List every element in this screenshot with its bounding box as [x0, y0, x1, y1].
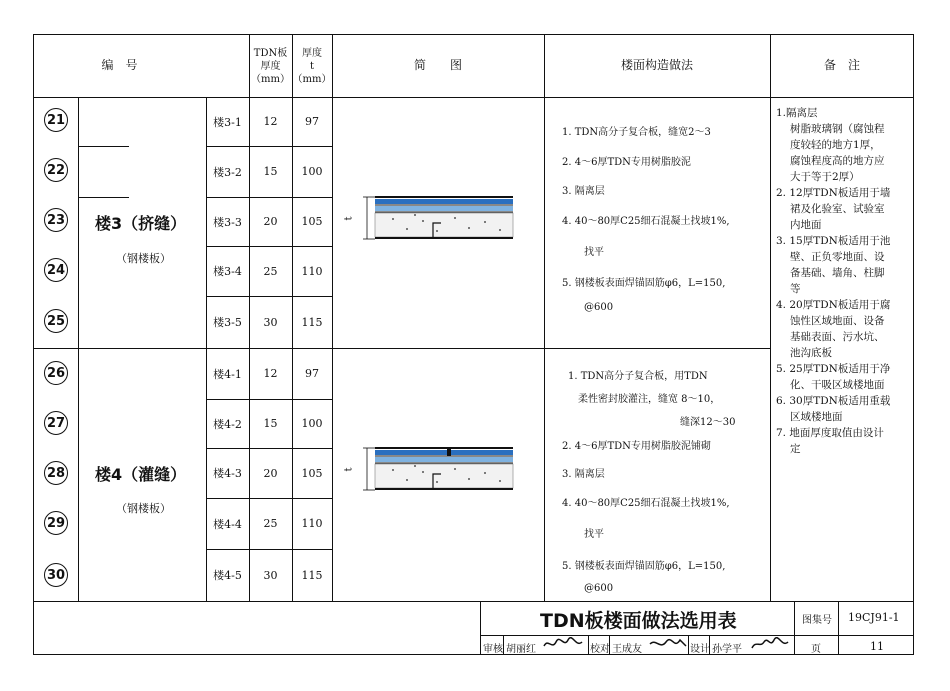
row-code: 楼4-5: [213, 569, 242, 582]
header-method: 楼面构造做法: [620, 58, 693, 72]
group-subtitle: （钢楼板）: [116, 252, 171, 265]
remark-line: 蚀性区域地面、设备: [790, 315, 885, 327]
row-code: 楼3-3: [213, 215, 242, 229]
row-number-badge: 25: [44, 309, 68, 333]
method-line: @600: [584, 302, 614, 313]
remark-line: 内地面: [790, 219, 822, 231]
thickness-label: t: [343, 216, 355, 221]
remark-line: 度较轻的地方1厚，: [790, 139, 881, 151]
row-code: 楼3-4: [213, 265, 242, 278]
row-number-badge: 26: [44, 361, 68, 385]
row-tdn-thickness: 30: [263, 568, 278, 582]
row-tdn-thickness: 30: [263, 315, 278, 329]
remark-line: 2. 12厚TDN板适用于墙: [776, 187, 891, 199]
row-code: 楼3-5: [213, 316, 242, 329]
row-code: 楼4-3: [213, 467, 242, 480]
method-line: 找平: [584, 247, 604, 258]
method-line: 2. 4～6厚TDN专用树脂胶泥铺砌: [562, 441, 711, 452]
reviewer-name: 胡丽红: [506, 644, 536, 655]
designer-name: 孙学平: [712, 644, 742, 655]
row-tdn-thickness: 15: [263, 165, 278, 178]
row-code: 楼4-1: [213, 367, 242, 381]
page-label: 页: [811, 644, 821, 655]
reviewer-signature: [542, 636, 588, 652]
row-total-thickness: 97: [305, 367, 319, 380]
method-line: 3. 隔离层: [562, 469, 605, 480]
row-total-thickness: 105: [301, 215, 323, 228]
remark-line: 壁、正负零地面、设: [790, 251, 885, 263]
group-divider: [33, 348, 770, 349]
remark-line: 定: [790, 443, 801, 455]
row-total-thickness: 100: [301, 165, 323, 178]
row-tdn-thickness: 12: [263, 367, 278, 380]
remark-line: 大于等于2厚）: [790, 171, 860, 183]
group-name: 楼3（挤缝）: [95, 214, 187, 233]
remark-line: 区域楼地面: [790, 411, 843, 423]
remark-line: 裙及化验室、试验室: [790, 203, 885, 215]
checker-signature: [648, 636, 688, 652]
method-line: 柔性密封胶灌注，缝宽 8～10，: [578, 394, 721, 405]
designer-signature: [750, 636, 790, 652]
row-number-badge: 29: [44, 511, 68, 535]
row-tdn-thickness: 12: [263, 115, 278, 128]
group-subtitle: （钢楼板）: [116, 502, 171, 515]
remark-line: 池沟底板: [790, 347, 832, 359]
row-tdn-thickness: 25: [263, 264, 278, 278]
header-total-thickness: 厚度 t （mm）: [292, 47, 332, 85]
row-tdn-thickness: 20: [263, 466, 278, 480]
row-number-badge: 30: [44, 563, 68, 587]
atlas-label: 图集号: [802, 615, 832, 626]
method-line: 找平: [584, 529, 604, 540]
header-tdn-thickness: TDN板 厚度 （mm）: [251, 47, 290, 85]
remark-line: 7. 地面厚度取值由设计: [776, 427, 884, 439]
row-total-thickness: 115: [301, 315, 323, 329]
table-title: TDN板楼面做法选用表: [540, 610, 737, 632]
remark-line: 树脂玻璃钢（腐蚀程: [790, 123, 885, 135]
header-diagram: 简 图: [413, 58, 462, 72]
row-tdn-thickness: 15: [263, 417, 278, 430]
remark-line: 基础表面、污水坑、: [790, 331, 885, 343]
row-total-thickness: 115: [301, 568, 323, 582]
drawing-frame: [33, 34, 914, 655]
remark-line: 备基础、墙角、柱脚: [790, 267, 885, 279]
row-number-badge: 24: [44, 258, 68, 282]
atlas-number: 19CJ91-1: [848, 611, 900, 624]
remark-line: 5. 25厚TDN板适用于净: [776, 363, 891, 375]
remark-line: 4. 20厚TDN板适用于腐: [776, 299, 891, 311]
row-tdn-thickness: 25: [263, 517, 278, 530]
method-line: 5. 钢楼板表面焊锚固筋φ6，L=150,: [562, 278, 726, 289]
remark-line: 腐蚀程度高的地方应: [790, 155, 885, 167]
method-line: 1. TDN高分子复合板，用TDN: [568, 371, 708, 382]
row-number-badge: 22: [44, 158, 68, 182]
floor-section-diagram-2: [345, 436, 525, 502]
row-total-thickness: 110: [301, 264, 323, 278]
remark-line: 化、干吸区域楼地面: [790, 379, 885, 391]
header-remark: 备 注: [823, 58, 860, 72]
check-label: 校对: [590, 644, 610, 655]
footer-top-line: [33, 601, 914, 602]
row-total-thickness: 105: [301, 466, 323, 480]
row-code: 楼3-1: [213, 115, 242, 129]
row-number-badge: 28: [44, 461, 68, 485]
method-line: @600: [584, 583, 614, 594]
method-line: 3. 隔离层: [562, 186, 605, 197]
row-number-badge: 21: [44, 108, 68, 132]
row-number-badge: 27: [44, 411, 68, 435]
row-tdn-thickness: 20: [263, 215, 278, 228]
method-line: 2. 4～6厚TDN专用树脂胶泥: [562, 157, 691, 168]
method-line: 4. 40～80厚C25细石混凝土找坡1%,: [562, 216, 730, 227]
header-bottom-line: [33, 97, 914, 98]
method-line: 5. 钢楼板表面焊锚固筋φ6，L=150,: [562, 561, 726, 572]
row-total-thickness: 97: [305, 115, 319, 128]
floor-section-diagram-1: [345, 185, 525, 251]
remark-line: 1.隔离层: [776, 107, 818, 119]
method-line: 1. TDN高分子复合板，缝宽2～3: [562, 127, 711, 138]
row-code: 楼4-2: [213, 417, 242, 431]
row-total-thickness: 100: [301, 417, 323, 430]
remark-line: 等: [790, 283, 801, 295]
row-number-badge: 23: [44, 208, 68, 232]
header-id: 编 号: [101, 58, 138, 72]
design-label: 设计: [690, 644, 710, 655]
method-line: 缝深12～30: [680, 417, 736, 428]
group-name: 楼4（灌缝）: [95, 465, 187, 484]
row-code: 楼3-2: [213, 165, 242, 179]
row-total-thickness: 110: [301, 517, 323, 530]
method-line: 4. 40～80厚C25细石混凝土找坡1%,: [562, 498, 730, 509]
page-number: 11: [870, 640, 884, 653]
review-label: 审核: [483, 644, 503, 655]
remark-line: 6. 30厚TDN板适用重载: [776, 395, 891, 407]
thickness-label: t: [343, 467, 355, 472]
checker-name: 王成友: [612, 644, 642, 655]
row-code: 楼4-4: [213, 517, 242, 531]
remark-line: 3. 15厚TDN板适用于池: [776, 235, 891, 247]
